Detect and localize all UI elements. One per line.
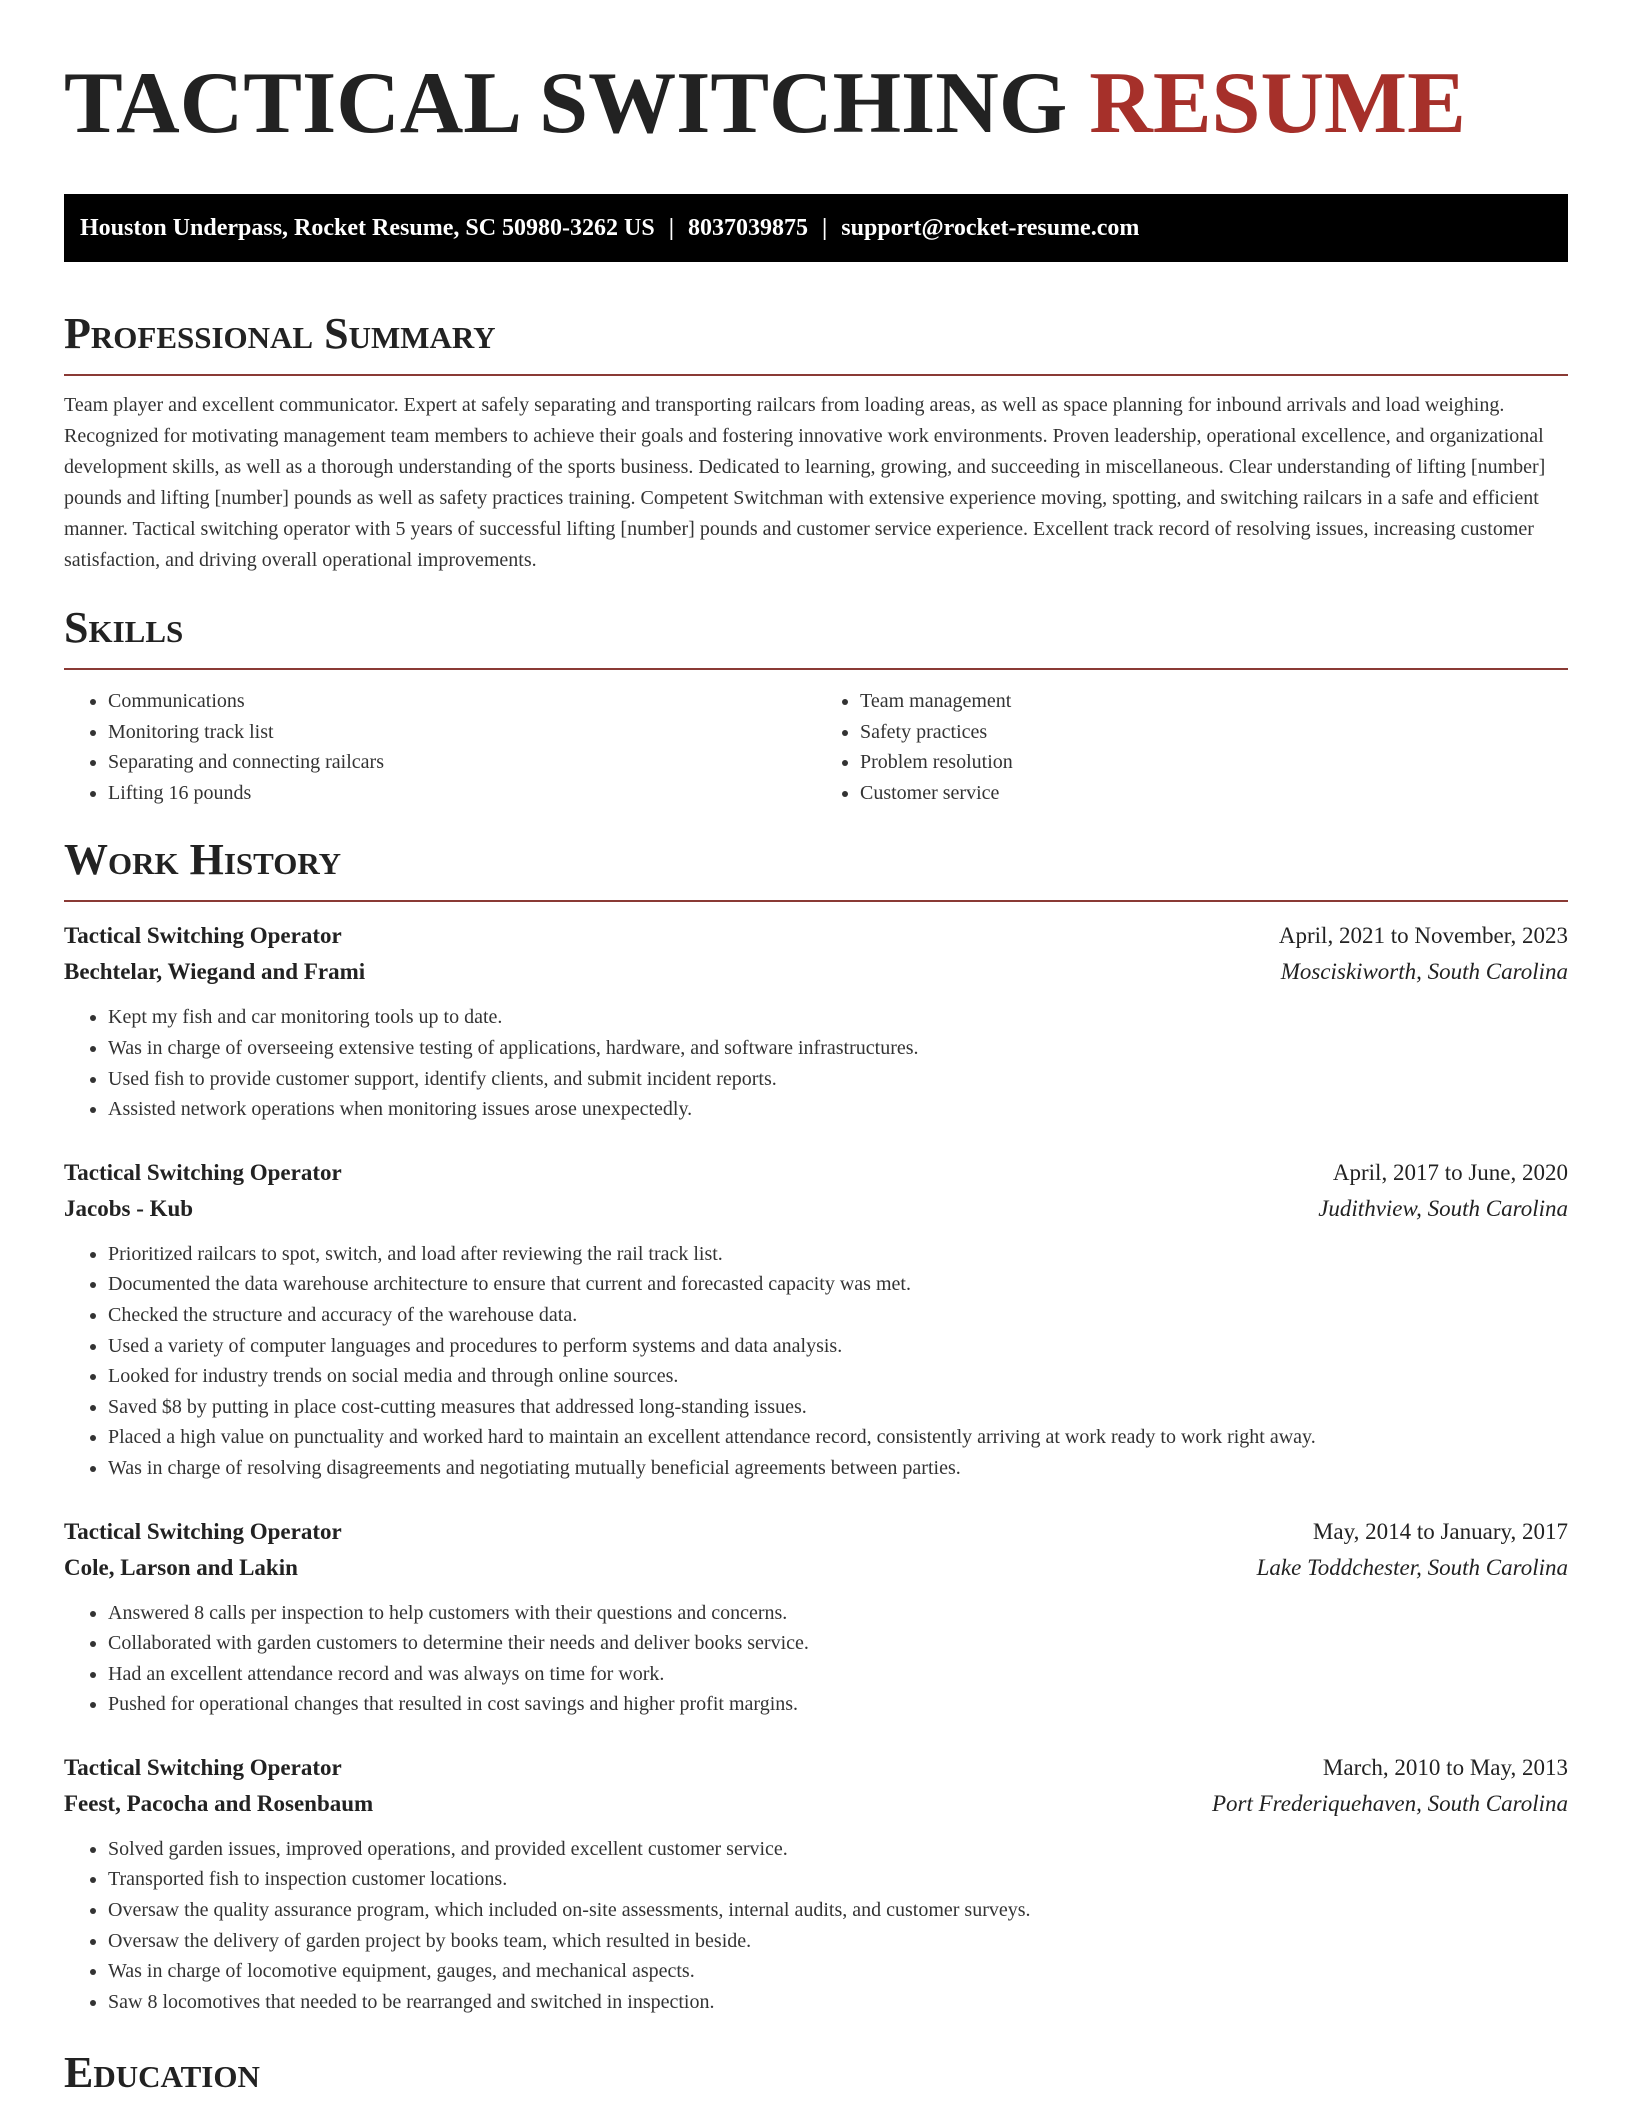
job-bullet: • Saw 8 locomotives that needed to be rearranged and switched in inspection. — [108, 1987, 1568, 2018]
job-bullet: • Transported fish to inspection customer locations. — [108, 1864, 1568, 1895]
job-header-row — [64, 918, 1568, 954]
job-bullets — [64, 1002, 1568, 1124]
skill-item: • Lifting 16 pounds — [108, 778, 816, 809]
job-entry — [64, 1155, 1568, 1484]
job-entry — [64, 1514, 1568, 1720]
job-bullet: • Used a variety of computer languages and procedures to perform systems and data analysis. — [108, 1331, 1568, 1362]
skill-item: • Customer service — [860, 778, 1568, 809]
job-bullet: • Pushed for operational changes that resulted in cost savings and higher profit margins. — [108, 1689, 1568, 1720]
job-bullet: • Prioritized railcars to spot, switch, and load after reviewing the rail track list. — [108, 1239, 1568, 1270]
skills-heading: Skills — [64, 602, 1568, 670]
job-company: Jacobs - Kub — [64, 1195, 194, 1221]
skills-columns — [64, 686, 1568, 808]
skill-item: • Problem resolution — [860, 747, 1568, 778]
contact-separator: | — [822, 215, 828, 241]
job-title: Tactical Switching Operator — [64, 923, 342, 949]
job-bullet: • Answered 8 calls per inspection to help customers with their questions and concerns. — [108, 1598, 1568, 1629]
job-bullets — [64, 1598, 1568, 1720]
job-header-row — [64, 1155, 1568, 1191]
work-history-heading: Work History — [64, 834, 1568, 902]
job-title: Tactical Switching Operator — [64, 1159, 342, 1185]
job-bullets — [64, 1834, 1568, 2018]
skill-item: • Communications — [108, 686, 816, 717]
job-bullet: • Was in charge of resolving disagreements and negotiating mutually beneficial agreements between parties. — [108, 1453, 1568, 1484]
job-bullet: • Was in charge of overseeing extensive testing of applications, hardware, and software infrastructures. — [108, 1033, 1568, 1064]
job-company-row — [64, 1191, 1568, 1227]
summary-heading: Professional Summary — [64, 308, 1568, 376]
resume-title — [64, 0, 1568, 154]
job-company: Feest, Pacocha and Rosenbaum — [64, 1790, 374, 1816]
job-company-row — [64, 1786, 1568, 1822]
job-company-row — [64, 954, 1568, 990]
job-location: Mosciskiworth, South Carolina — [1280, 959, 1568, 985]
title-accent: RESUME — [1089, 55, 1466, 152]
job-company: Bechtelar, Wiegand and Frami — [64, 959, 366, 985]
job-header-row — [64, 1750, 1568, 1786]
contact-bar — [64, 194, 1568, 262]
job-bullet: • Collaborated with garden customers to determine their needs and deliver books service. — [108, 1628, 1568, 1659]
job-location: Judithview, South Carolina — [1318, 1195, 1568, 1221]
job-bullets — [64, 1239, 1568, 1484]
contact-address: Houston Underpass, Rocket Resume, SC 50980-3262 US — [80, 215, 655, 241]
job-dates: April, 2017 to June, 2020 — [1332, 1159, 1568, 1185]
job-bullet: • Saved $8 by putting in place cost-cutting measures that addressed long-standing issues. — [108, 1392, 1568, 1423]
contact-email[interactable]: support@rocket-resume.com — [841, 215, 1140, 241]
job-title: Tactical Switching Operator — [64, 1754, 342, 1780]
job-bullet: • Used fish to provide customer support, identify clients, and submit incident reports. — [108, 1064, 1568, 1095]
job-header-row — [64, 1514, 1568, 1550]
job-bullet: • Had an excellent attendance record and was always on time for work. — [108, 1659, 1568, 1690]
job-location: Lake Toddchester, South Carolina — [1256, 1554, 1568, 1580]
job-bullet: • Oversaw the delivery of garden project by books team, which resulted in beside. — [108, 1926, 1568, 1957]
job-bullet: • Kept my fish and car monitoring tools up to date. — [108, 1002, 1568, 1033]
skill-item: • Monitoring track list — [108, 717, 816, 748]
job-dates: May, 2014 to January, 2017 — [1312, 1518, 1568, 1544]
job-company: Cole, Larson and Lakin — [64, 1554, 298, 1580]
job-entry — [64, 1750, 1568, 2018]
skill-item: • Team management — [860, 686, 1568, 717]
job-entry — [64, 918, 1568, 1124]
skill-item: • Safety practices — [860, 717, 1568, 748]
title-main: TACTICAL SWITCHING — [64, 55, 1068, 152]
skill-item: • Separating and connecting railcars — [108, 747, 816, 778]
job-dates: April, 2021 to November, 2023 — [1278, 923, 1568, 949]
job-bullet: • Oversaw the quality assurance program, which included on-site assessments, internal audits, and customer surveys. — [108, 1895, 1568, 1926]
job-bullet: • Checked the structure and accuracy of the warehouse data. — [108, 1300, 1568, 1331]
job-location: Port Frederiquehaven, South Carolina — [1211, 1790, 1568, 1816]
contact-separator: | — [668, 215, 674, 241]
job-dates: March, 2010 to May, 2013 — [1322, 1754, 1568, 1780]
job-bullet: • Looked for industry trends on social media and through online sources. — [108, 1361, 1568, 1392]
skills-list-right — [816, 686, 1568, 808]
education-heading: Education — [64, 2048, 260, 2098]
job-bullet: • Documented the data warehouse architecture to ensure that current and forecasted capacity was met. — [108, 1269, 1568, 1300]
job-company-row — [64, 1550, 1568, 1586]
job-bullet: • Solved garden issues, improved operations, and provided excellent customer service. — [108, 1834, 1568, 1865]
contact-phone[interactable]: 8037039875 — [688, 215, 808, 241]
job-bullet: • Assisted network operations when monitoring issues arose unexpectedly. — [108, 1094, 1568, 1125]
job-bullet: • Placed a high value on punctuality and worked hard to maintain an excellent attendance record, consistently arriving at work ready to work right away. — [108, 1422, 1568, 1453]
skills-list-left — [64, 686, 816, 808]
job-title: Tactical Switching Operator — [64, 1518, 342, 1544]
job-bullet: • Was in charge of locomotive equipment, gauges, and mechanical aspects. — [108, 1956, 1568, 1987]
summary-text: Team player and excellent communicator. Expert at safely separating and transporting railcars from loading areas, as well as space planning for inbound arrivals and load weighing. Recognized for motivating management team members to achieve their goals and fostering innovative work environments. Proven leadership, operational excellence, and organizational development skills, as well as a thorough understanding of the sports business. Dedicated to learning, growing, and succeeding in miscellaneous. Clear understanding of lifting [number] pounds and lifting [number] pounds as well as safety practices training. Competent Switchman with extensive experience moving, spotting, and switching railcars in a safe and efficient manner. Tactical switching operator with 5 years of successful lifting [number] pounds and customer service experience. Excellent track record of resolving issues, increasing customer satisfaction, and driving overall operational improvements. — [64, 394, 1546, 571]
